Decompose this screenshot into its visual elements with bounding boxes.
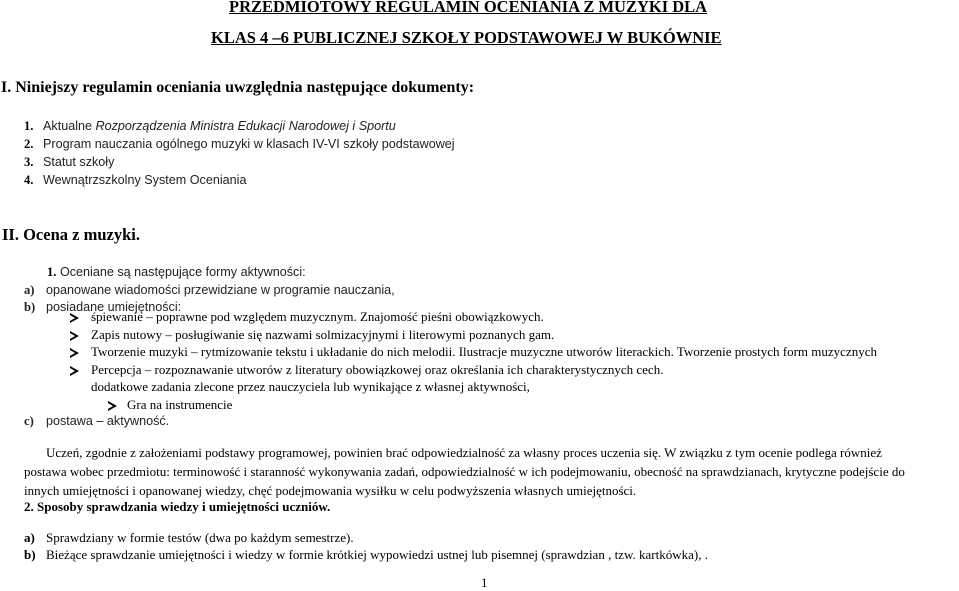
document-title-line-2: KLAS 4 –6 PUBLICZNEJ SZKOŁY PODSTAWOWEJ W BUKÓWNIE <box>211 28 722 47</box>
list-number: 3. <box>24 155 34 169</box>
doc-list-item-1 <box>24 118 396 134</box>
list-number: 2. <box>24 137 34 151</box>
method-b <box>24 547 708 563</box>
extra-tasks: dodatkowe zadania zlecone przez nauczyciela lub wynikające z własnej aktywności, <box>91 379 530 394</box>
method-b-text: Bieżące sprawdzanie umiejętności i wiedzy w formie krótkiej wypowiedzi ustnej lub pisemnej (sprawdzian , tzw. kartkówka), . <box>46 547 708 562</box>
letter-a: a) <box>24 283 35 297</box>
list-item-prefix: Aktualne <box>43 119 96 133</box>
intro-number: 1. <box>47 265 57 279</box>
letter-a: a) <box>24 530 35 545</box>
activity-a-text: opanowane wiadomości przewidziane w programie nauczania, <box>46 283 395 297</box>
list-item-text: Wewnątrzszkolny System Oceniania <box>43 173 247 187</box>
intro-text: Oceniane są następujące formy aktywności: <box>59 265 306 279</box>
section-2-heading: II. Ocena z muzyki. <box>2 225 140 244</box>
extra-bullet-instrument: Gra na instrumencie <box>127 397 233 412</box>
activity-c-text: postawa – aktywność. <box>46 414 170 428</box>
skill-bullet-1: śpiewanie – poprawne pod względem muzycznym. Znajomość pieśni obowiązkowych. <box>91 309 544 324</box>
list-number: 4. <box>24 173 34 187</box>
list-item-text: Statut szkoły <box>43 155 115 169</box>
section-1-heading: I. Niniejszy regulamin oceniania uwzględnia następujące dokumenty: <box>1 79 475 96</box>
list-number: 1. <box>24 119 34 133</box>
method-a-text: Sprawdziany w formie testów (dwa po każdym semestrze). <box>46 530 354 545</box>
page-number: 1 <box>481 575 488 590</box>
letter-c: c) <box>24 414 34 428</box>
document-title-line-1: PRZEDMIOTOWY REGULAMIN OCENIANIA Z MUZYKI DLA <box>229 0 708 16</box>
attitude-paragraph <box>24 443 959 500</box>
method-a <box>24 530 354 546</box>
list-item-text: Program nauczania ogólnego muzyki w klasach IV-VI szkoły podstawowej <box>43 137 455 151</box>
doc-list-item-3 <box>24 154 114 170</box>
letter-b: b) <box>24 547 36 562</box>
doc-list-item-2 <box>24 136 455 152</box>
methods-heading: 2. Sposoby sprawdzania wiedzy i umiejętności uczniów. <box>24 499 331 514</box>
list-item-italic: Rozporządzenia Ministra Edukacji Narodowej i Sportu <box>95 119 396 133</box>
activity-intro <box>47 264 306 280</box>
paragraph-line-3: innych umiejętności i opanowanej wiedzy, chęć podejmowania wysiłku w celu podwyższenia własnych umiejętności. <box>24 483 637 498</box>
activity-b-text: posiadane umiejętności: <box>46 300 182 314</box>
skill-bullet-4: Percepcja – rozpoznawanie utworów z literatury obowiązkowej oraz określania ich charakterystycznych cech. <box>91 362 664 377</box>
skill-bullet-3: Tworzenie muzyki – rytmizowanie tekstu i układanie do nich melodii. Ilustracje muzyczne utworów literackich. Tworzenie prostych form muzycznych <box>91 344 877 359</box>
paragraph-line-1: Uczeń, zgodnie z założeniami podstawy programowej, powinien brać odpowiedzialność za własny proces uczenia się. W związku z tym ocenie podlega również <box>46 445 882 460</box>
activity-c <box>24 413 169 429</box>
letter-b: b) <box>24 300 36 314</box>
skill-bullet-2: Zapis nutowy – posługiwanie się nazwami solmizacyjnymi i literowymi poznanych gam. <box>91 327 555 342</box>
paragraph-line-2: postawa wobec przedmiotu: terminowość i staranność wykonywania zadań, odpowiedzialność w ich podejmowaniu, obecność na sprawdzianach, krytyczne podejście do <box>24 464 905 479</box>
activity-a <box>24 282 395 298</box>
doc-list-item-4 <box>24 172 246 188</box>
